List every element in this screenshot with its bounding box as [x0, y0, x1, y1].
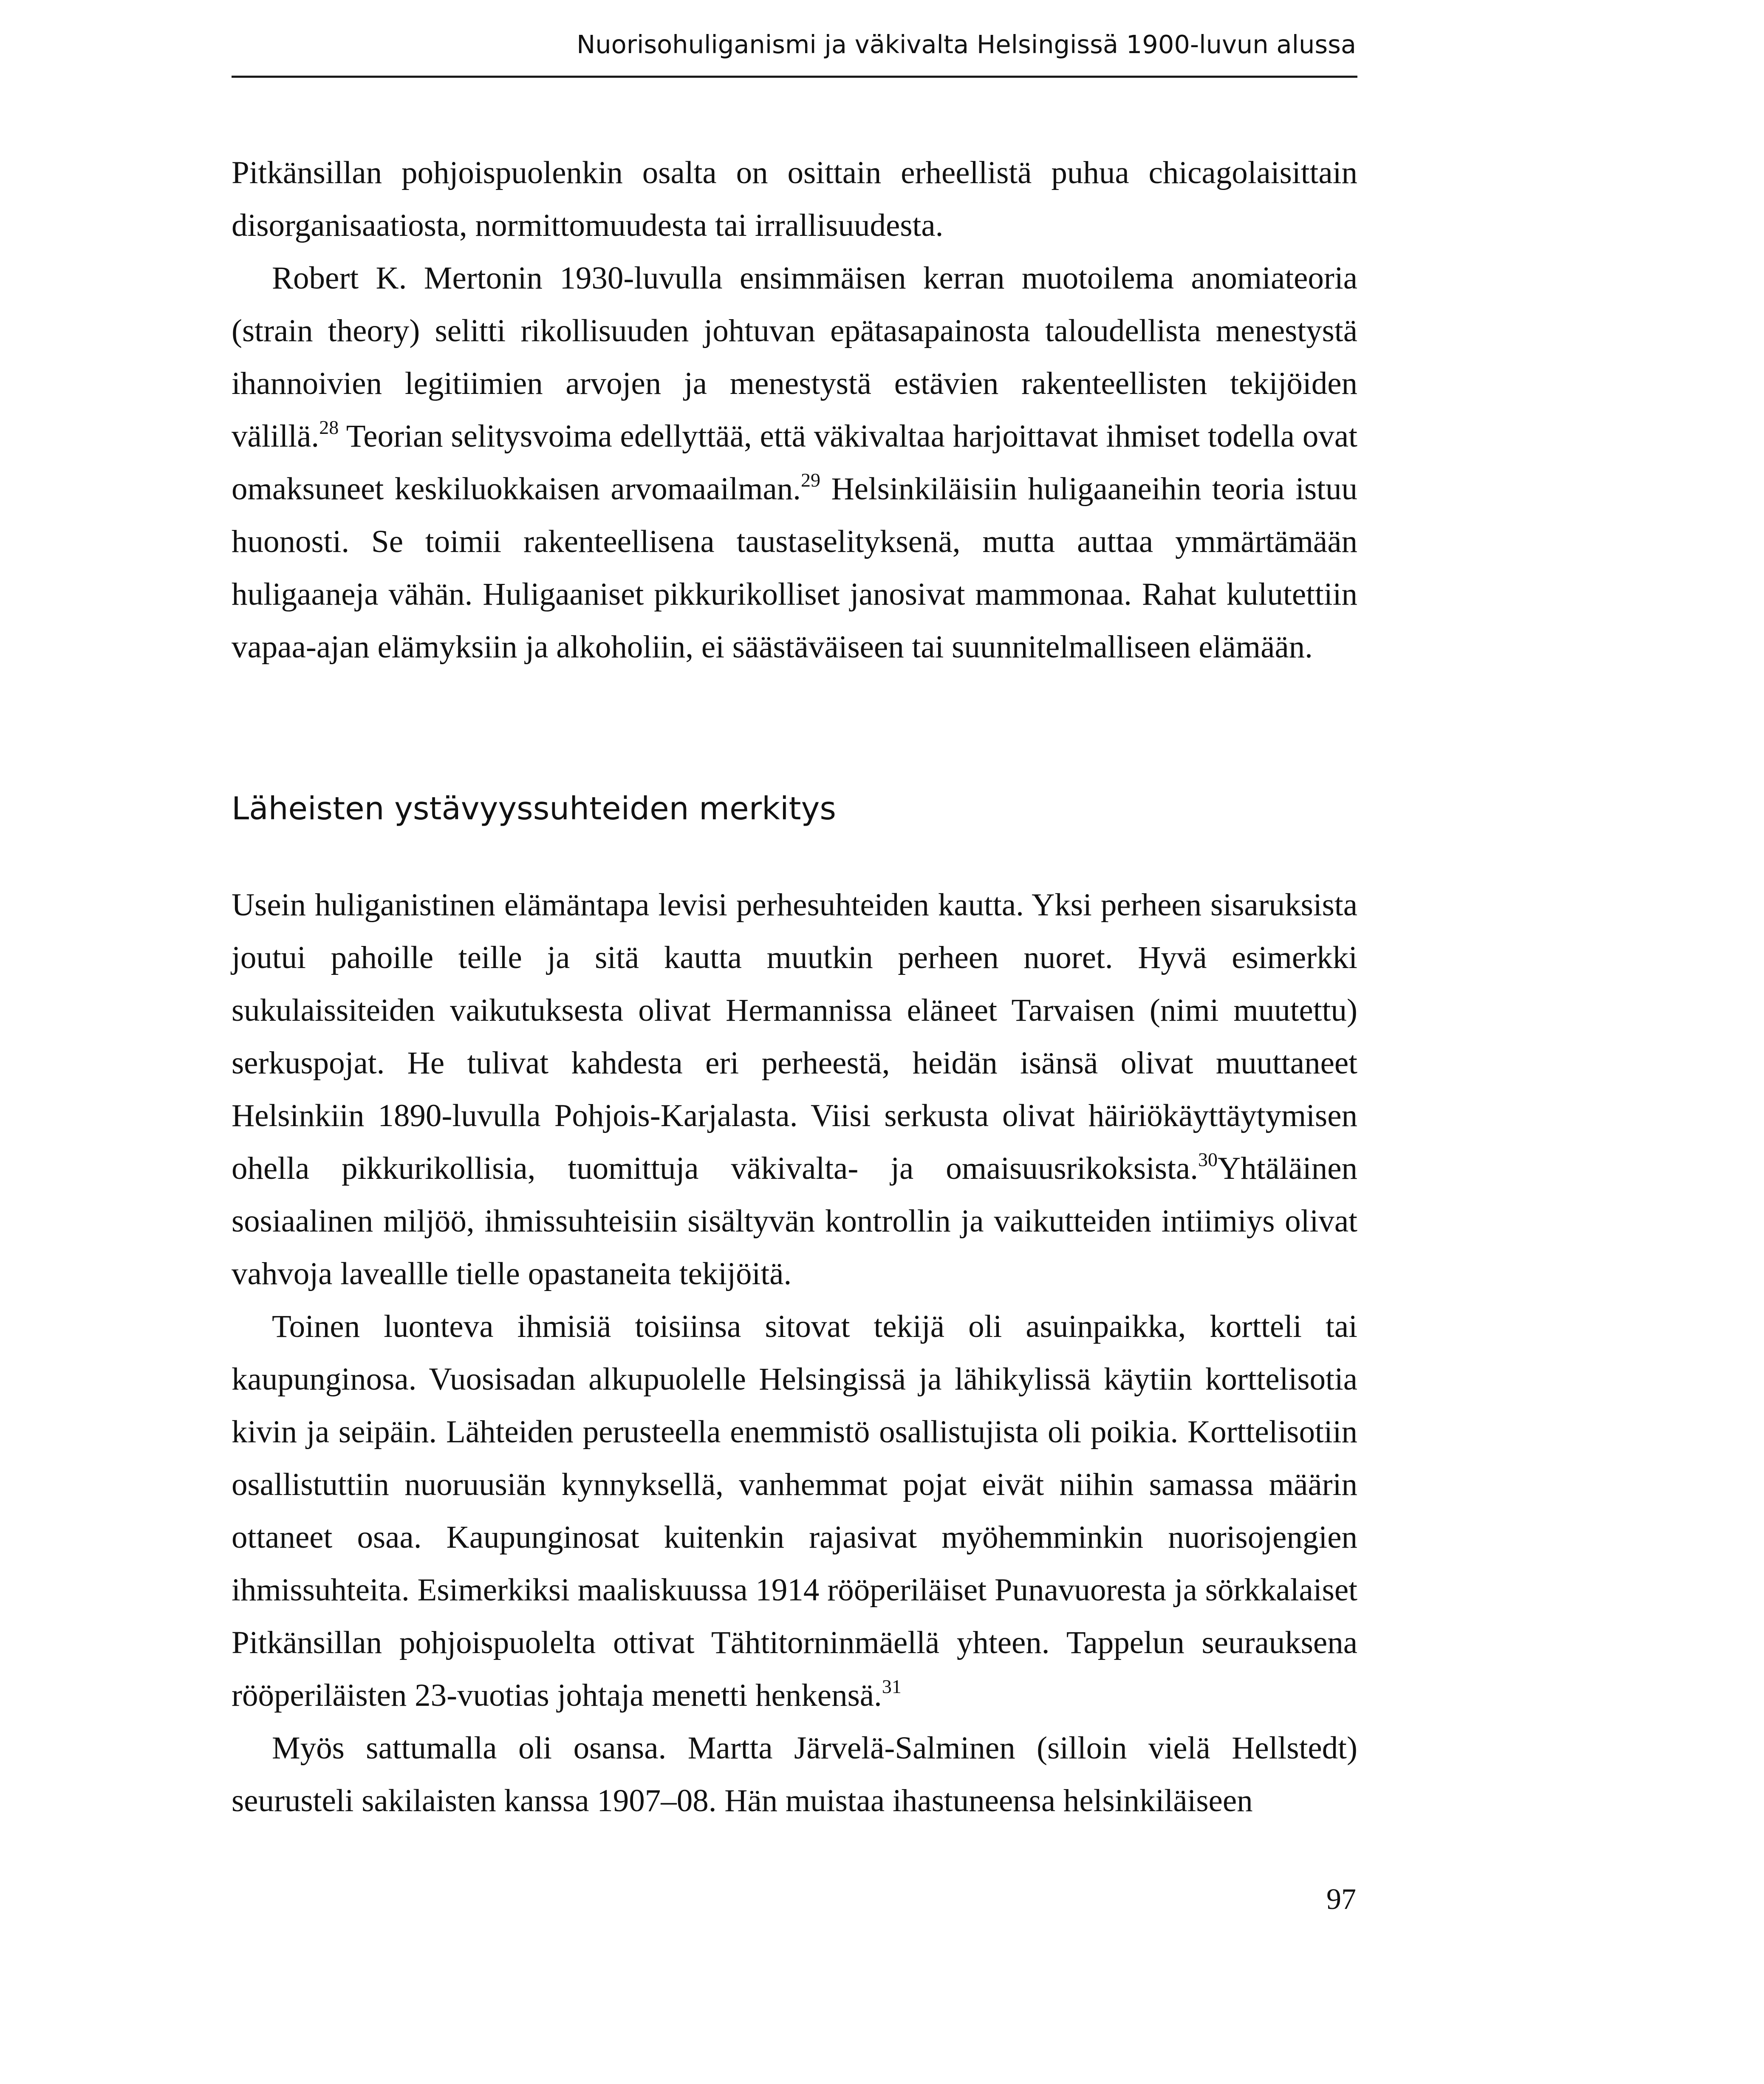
paragraph-3-text-a: Usein huliganistinen elämäntapa levisi perhesuhteiden kautta. Yksi perheen sisaruksista joutui pahoille teille ja sitä kautta muutkin perheen nuoret. Hyvä esimerkki sukulaissiteiden vaikutuksesta olivat Hermannissa eläneet Tarvaisen (nimi muutettu) serkuspojat. He tulivat kahdesta eri perheestä, heidän isänsä olivat muuttaneet Helsinkiin 1890-luvulla Pohjois-Karjalasta. Viisi serkusta olivat häiriökäyttäytymisen ohella pikkurikollisia, tuomittuja väkivalta- ja omaisuusrikoksista. [232, 887, 1357, 1186]
paragraph-2-text-c: Helsinkiläisiin huligaaneihin teoria istuu huonosti. Se toimii rakenteellisena taustaselityksenä, mutta auttaa ymmärtämään huligaaneja vähän. Huligaaniset pikkurikolliset janosivat mammonaa. Rahat kulutettiin vapaa-ajan elämyksiin ja alkoholiin, ei säästäväiseen tai suunnitelmalliseen elämään. [232, 471, 1357, 665]
footnote-ref-29: 29 [801, 469, 821, 491]
running-head: Nuorisohuliganismi ja väkivalta Helsingissä 1900-luvun alussa [577, 30, 1356, 59]
paragraph-4 [232, 1300, 1357, 1722]
section-2-text [232, 879, 1357, 1827]
paragraph-1 [232, 147, 1357, 252]
paragraph-3-text-b: Yhtäläinen sosiaalinen miljöö, ihmissuhteisiin sisältyvän kontrollin ja vaikutteiden intiimiys olivat vahvoja laveallle tielle opastaneita tekijöitä. [232, 1151, 1357, 1291]
paragraph-2-text-b: Teorian selitysvoima edellyttää, että väkivaltaa harjoittavat ihmiset todella ovat omaksuneet keskiluokkaisen arvomaailman. [232, 419, 1357, 507]
footnote-ref-30: 30 [1198, 1149, 1218, 1170]
paragraph-3 [232, 879, 1357, 1300]
footnote-ref-28: 28 [319, 416, 339, 438]
section-heading: Läheisten ystävyyssuhteiden merkitys [232, 790, 836, 827]
paragraph-2 [232, 252, 1357, 674]
footnote-ref-31: 31 [882, 1676, 902, 1697]
paragraph-4-text: Toinen luonteva ihmisiä toisiinsa sitovat tekijä oli asuinpaikka, kortteli tai kaupunginosa. Vuosisadan alkupuolelle Helsingissä ja lähikylissä käytiin korttelisotia kivin ja seipäin. Lähteiden perusteella enemmistö osallistujista oli poikia. Korttelisotiin osallistuttiin nuoruusiän kynnyksellä, vanhemmat pojat eivät niihin samassa määrin ottaneet osaa. Kaupunginosat kuitenkin rajasivat myöhemminkin nuorisojengien ihmissuhteita. Esimerkiksi maaliskuussa 1914 rööperiläiset Punavuoresta ja sörkkalaiset Pitkänsillan pohjoispuolelta ottivat Tähtitorninmäellä yhteen. Tappelun seurauksena rööperiläisten 23-vuotias johtaja menetti henkensä. [232, 1309, 1357, 1713]
page-number: 97 [1326, 1883, 1356, 1916]
paragraph-5 [232, 1722, 1357, 1827]
paragraph-1-text: Pitkänsillan pohjoispuolenkin osalta on osittain erheellistä puhua chicagolaisittain disorganisaatiosta, normittomuudesta tai irrallisuudesta. [232, 155, 1357, 243]
paragraph-2-text-a: Robert K. Mertonin 1930-luvulla ensimmäisen kerran muotoilema anomiateoria (strain theory) selitti rikollisuuden johtuvan epätasapainosta taloudellista menestystä ihannoivien legitiimien arvojen ja menestystä estävien rakenteellisten tekijöiden välillä. [232, 260, 1357, 454]
header-rule [232, 76, 1357, 78]
paragraph-5-text: Myös sattumalla oli osansa. Martta Järvelä-Salminen (silloin vielä Hellstedt) seurusteli sakilaisten kanssa 1907–08. Hän muistaa ihastuneensa helsinkiläiseen [232, 1730, 1357, 1818]
section-1-text [232, 147, 1357, 674]
